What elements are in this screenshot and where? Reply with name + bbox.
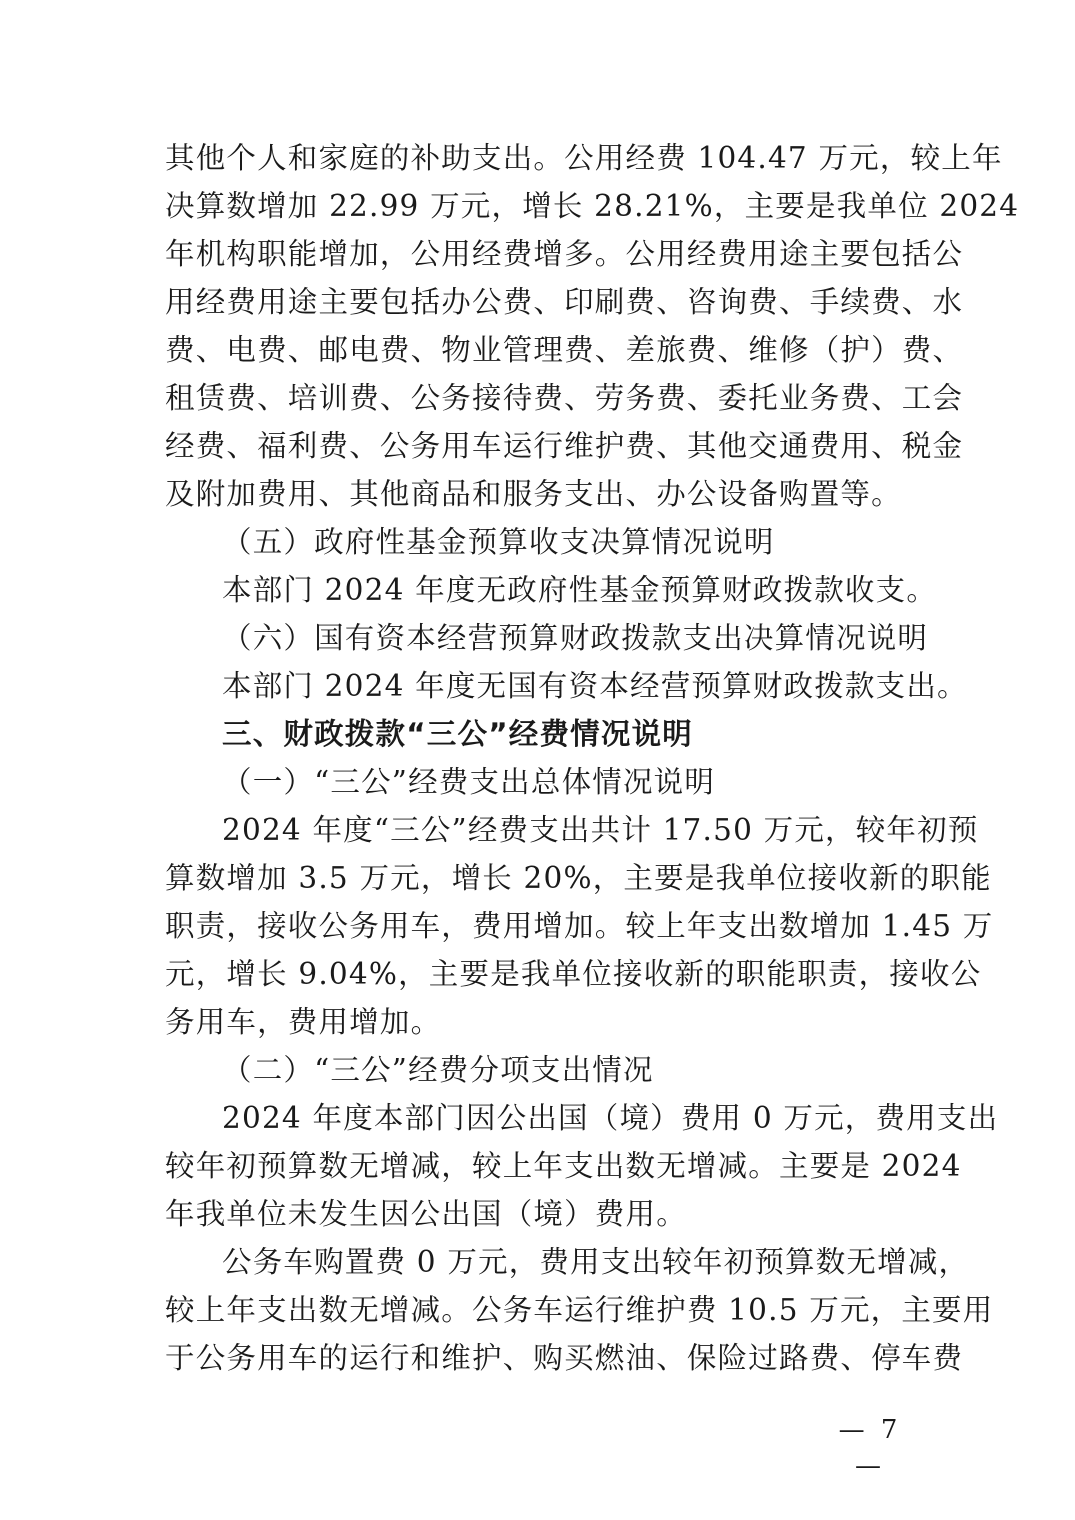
body-line: 其他个人和家庭的补助支出。公用经费 104.47 万元，较上年 — [165, 141, 1003, 175]
page-number: — 7 — — [838, 1415, 902, 1481]
body-line: 职责，接收公务用车，费用增加。较上年支出数增加 1.45 万 — [165, 909, 994, 943]
body-line: 用经费用途主要包括办公费、印刷费、咨询费、手续费、水 — [165, 285, 964, 319]
chapter-heading: 三、财政拨款“三公”经费情况说明 — [222, 717, 693, 751]
body-line: 较年初预算数无增减，较上年支出数无增减。主要是 2024 — [165, 1149, 962, 1183]
body-line: 公务车购置费 0 万元，费用支出较年初预算数无增减， — [222, 1245, 970, 1279]
section-heading: （五）政府性基金预算收支决算情况说明 — [222, 525, 775, 559]
body-line: 较上年支出数无增减。公务车运行维护费 10.5 万元，主要用 — [165, 1293, 994, 1327]
body-line: 2024 年度“三公”经费支出共计 17.50 万元，较年初预 — [222, 813, 979, 847]
body-line: 2024 年度本部门因公出国（境）费用 0 万元，费用支出 — [222, 1101, 999, 1135]
body-line: 于公务用车的运行和维护、购买燃油、保险过路费、停车费 — [165, 1341, 964, 1375]
body-line: 经费、福利费、公务用车运行维护费、其他交通费用、税金 — [165, 429, 964, 463]
body-line: 决算数增加 22.99 万元，增长 28.21%，主要是我单位 2024 — [165, 189, 1020, 223]
body-line: 元，增长 9.04%，主要是我单位接收新的职能职责，接收公 — [165, 957, 982, 991]
body-line: 算数增加 3.5 万元，增长 20%，主要是我单位接收新的职能 — [165, 861, 992, 895]
body-line: 及附加费用、其他商品和服务支出、办公设备购置等。 — [165, 477, 902, 511]
body-line: 费、电费、邮电费、物业管理费、差旅费、维修（护）费、 — [165, 333, 964, 367]
body-line: 务用车，费用增加。 — [165, 1005, 442, 1039]
section-heading: （一）“三公”经费支出总体情况说明 — [222, 765, 716, 799]
section-heading: （二）“三公”经费分项支出情况 — [222, 1053, 654, 1087]
body-line: 本部门 2024 年度无政府性基金预算财政拨款收支。 — [222, 573, 938, 607]
body-line: 本部门 2024 年度无国有资本经营预算财政拨款支出。 — [222, 669, 968, 703]
body-line: 年我单位未发生因公出国（境）费用。 — [165, 1197, 687, 1231]
section-heading: （六）国有资本经营预算财政拨款支出决算情况说明 — [222, 621, 929, 655]
body-line: 租赁费、培训费、公务接待费、劳务费、委托业务费、工会 — [165, 381, 964, 415]
body-line: 年机构职能增加，公用经费增多。公用经费用途主要包括公 — [165, 237, 964, 271]
